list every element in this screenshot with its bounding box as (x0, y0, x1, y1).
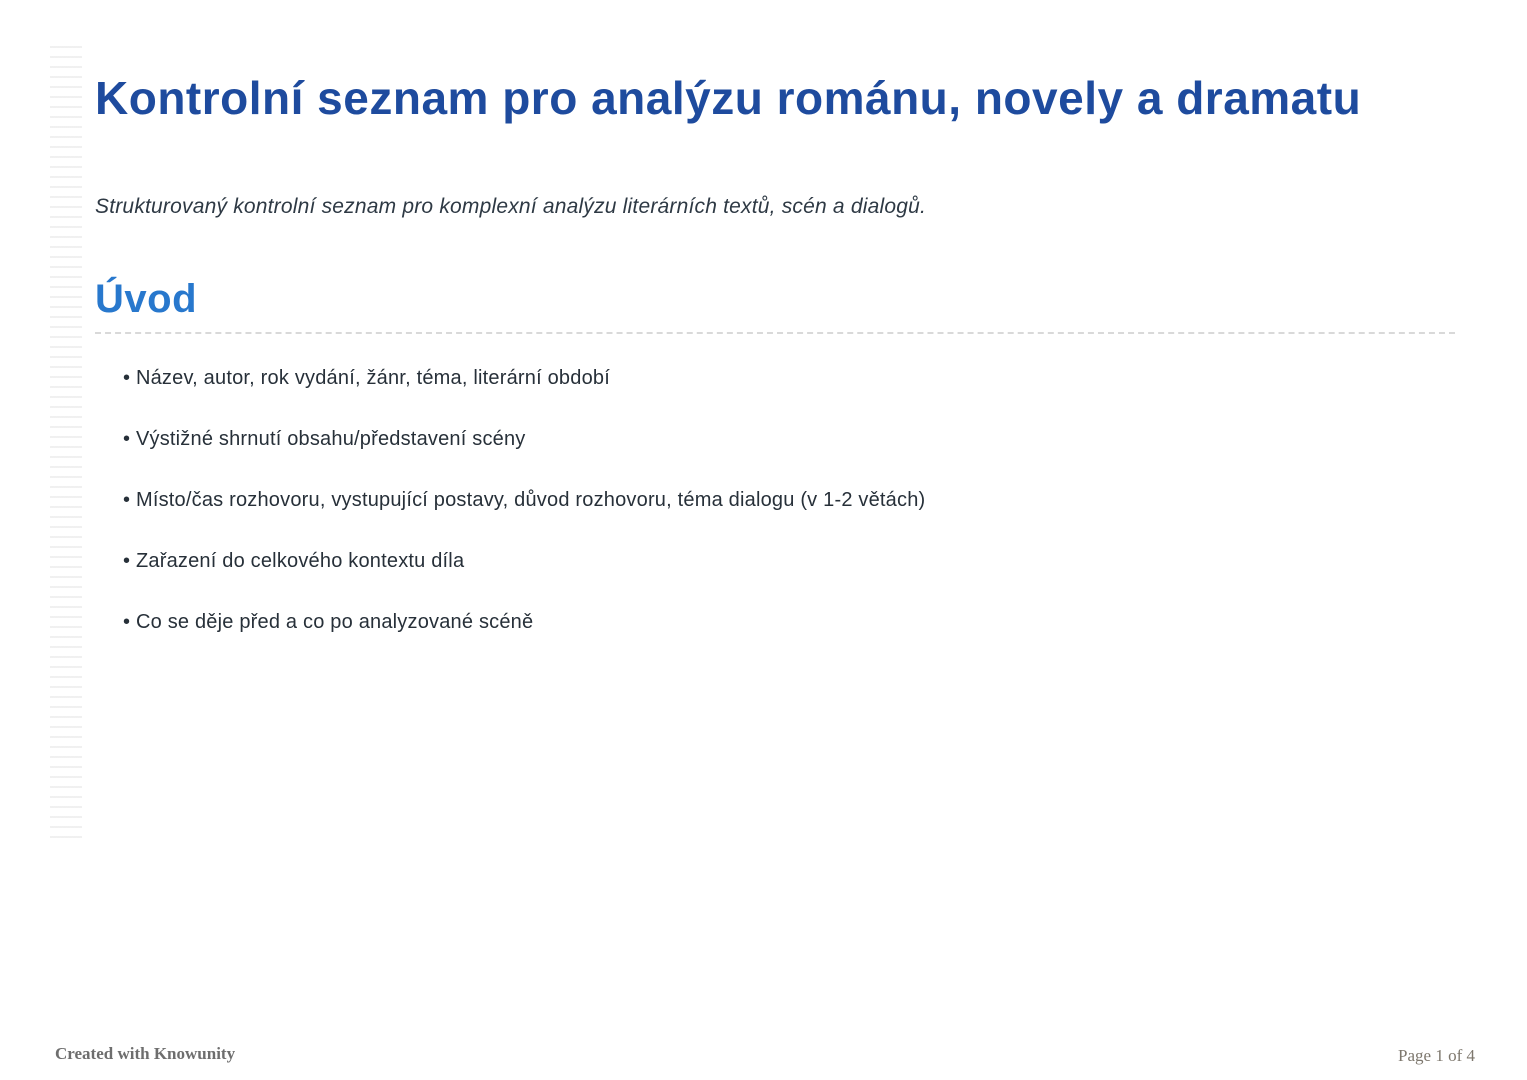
list-item: • Název, autor, rok vydání, žánr, téma, literární období (123, 366, 1455, 391)
list-item: • Zařazení do celkového kontextu díla (123, 549, 1455, 574)
list-item: • Výstižné shrnutí obsahu/představení scény (123, 427, 1455, 452)
page-title: Kontrolní seznam pro analýzu románu, novely a dramatu (95, 72, 1362, 124)
ruled-edge-decoration (50, 46, 82, 842)
document-content (95, 0, 1455, 671)
document-subtitle: Strukturovaný kontrolní seznam pro komplexní analýzu literárních textů, scén a dialogů. (95, 194, 926, 218)
section-heading-uvod: Úvod (95, 276, 197, 321)
list-item: • Místo/čas rozhovoru, vystupující postavy, důvod rozhovoru, téma dialogu (v 1-2 větách) (123, 488, 1455, 513)
list-item: • Co se děje před a co po analyzované scéně (123, 610, 1455, 635)
section-divider (95, 332, 1455, 334)
bullet-list (95, 366, 1455, 635)
knowunity-credit: Created with Knowunity (55, 1044, 236, 1063)
page-number: Page 1 of 4 (1398, 1046, 1475, 1065)
